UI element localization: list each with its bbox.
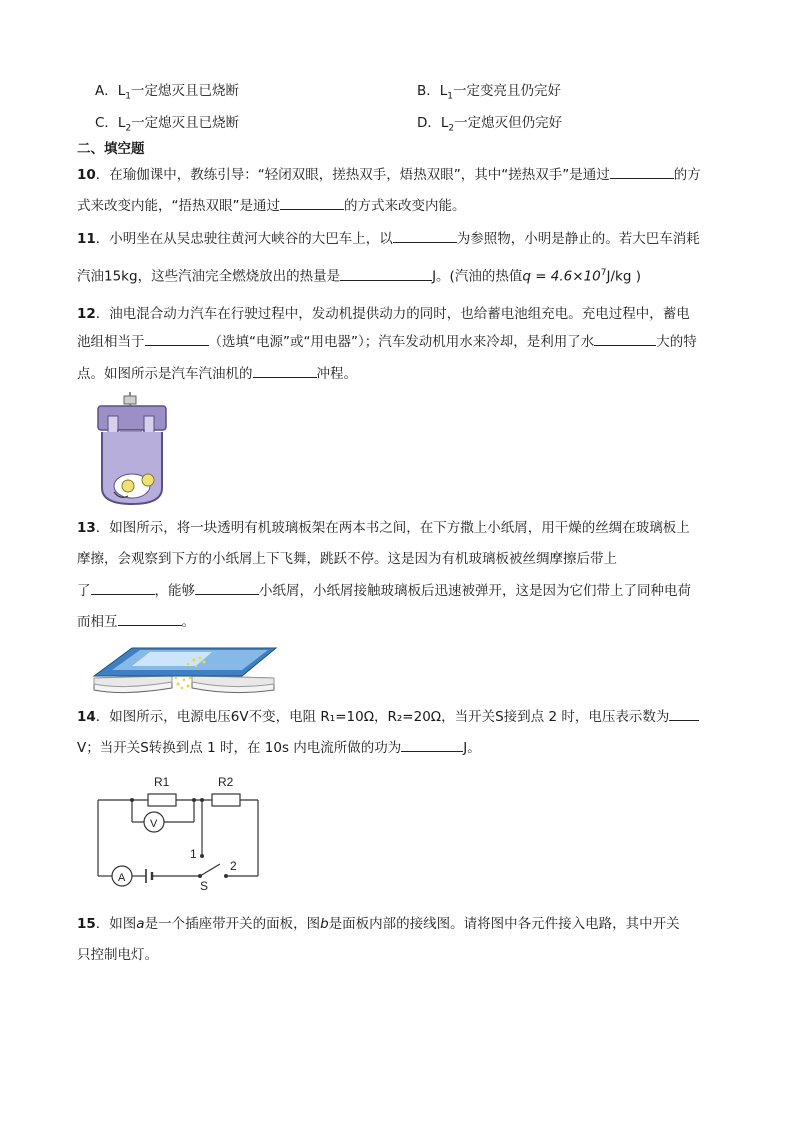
q10-line1: 10．在瑜伽课中，教练引导：“轻闭双眼，搓热双手，焐热双眼”，其中“搓热双手”是通过 的方 bbox=[77, 164, 701, 185]
engine-figure bbox=[94, 392, 170, 510]
r2-resistor bbox=[212, 794, 240, 806]
q10-line2: 式来改变内能，“捂热双眼”是通过 的方式来改变内能。 bbox=[77, 195, 466, 216]
q11-blank-1[interactable] bbox=[393, 228, 457, 243]
q13-line1: 13．如图所示，将一块透明有机玻璃板架在两本书之间，在下方撒上小纸屑，用干燥的丝绸在玻璃板上 bbox=[77, 520, 690, 536]
q12-line2: 池组相当于 （选填“电源”或“用电器”）；汽车发动机用水来冷却，是利用了水 大的特 bbox=[77, 331, 697, 352]
q14-blank-1[interactable] bbox=[669, 706, 699, 721]
r1-label: R1 bbox=[154, 775, 170, 789]
q13-line4: 而相互 。 bbox=[77, 611, 195, 632]
switch-label: S bbox=[200, 879, 209, 892]
q12-blank-1[interactable] bbox=[145, 331, 209, 346]
section-title: 二、填空题 bbox=[77, 141, 145, 157]
point-1-label: 1 bbox=[190, 847, 197, 861]
q13-blank-1[interactable] bbox=[91, 580, 155, 595]
ammeter-label: A bbox=[118, 872, 126, 884]
q12-line3: 点。如图所示是汽车汽油机的 冲程。 bbox=[77, 363, 357, 384]
q12-line1: 12．油电混合动力汽车在行驶过程中，发动机提供动力的同时，也给蓄电池组充电。充电过程中，蓄电 bbox=[77, 306, 690, 322]
q11-blank-2[interactable] bbox=[340, 266, 432, 281]
q10-blank-2[interactable] bbox=[280, 195, 344, 210]
circuit-diagram bbox=[94, 770, 264, 892]
option-b: B．$L_1$一定变亮且仍完好 bbox=[417, 83, 562, 102]
option-a: A．$L_1$一定熄灭且已烧断 bbox=[95, 83, 239, 102]
q13-line2: 摩擦，会观察到下方的小纸屑上下飞舞，跳跃不停。这是因为有机玻璃板被丝绸摩擦后带上 bbox=[77, 551, 617, 567]
q13-blank-3[interactable] bbox=[118, 611, 182, 626]
option-d: D．$L_2$一定熄灭但仍完好 bbox=[417, 115, 563, 134]
q12-blank-2[interactable] bbox=[594, 331, 656, 346]
r2-label: R2 bbox=[218, 775, 234, 789]
q14-line2: V；当开关S转换到点 1 时，在 10s 内电流所做的功为 J。 bbox=[77, 737, 481, 758]
q14-blank-2[interactable] bbox=[401, 737, 463, 752]
q15-line1: 15．如图a是一个插座带开关的面板，图b是面板内部的接线图。请将图中各元件接入电路，其中开关 bbox=[77, 916, 680, 932]
q15-line2: 只控制电灯。 bbox=[77, 947, 158, 963]
q14-line1: 14．如图所示，电源电压6V不变，电阻 R₁=10Ω，R₂=20Ω，当开关S接到点 2 时，电压表示数为 bbox=[77, 706, 699, 727]
q11-line2: 汽油15kg，这些汽油完全燃烧放出的热量是 J。(汽油的热值$q = 4.6\times 10^7J/kg$ ) bbox=[77, 263, 641, 287]
q13-blank-2[interactable] bbox=[195, 580, 259, 595]
q11-line1: 11．小明坐在从吴忠驶往黄河大峡谷的大巴车上，以 为参照物，小明是静止的。若大巴车消耗 bbox=[77, 228, 700, 249]
glass-books-figure bbox=[92, 640, 278, 696]
q13-line3: 了 ，能够 小纸屑，小纸屑接触玻璃板后迅速被弹开，这是因为它们带上了同种电荷 bbox=[77, 580, 691, 601]
r1-resistor bbox=[148, 794, 176, 806]
voltmeter-label: V bbox=[150, 818, 158, 830]
option-c: C．$L_2$一定熄灭且已烧断 bbox=[95, 115, 240, 134]
q10-blank-1[interactable] bbox=[610, 164, 674, 179]
q12-blank-3[interactable] bbox=[253, 363, 317, 378]
point-2-label: 2 bbox=[230, 859, 237, 873]
